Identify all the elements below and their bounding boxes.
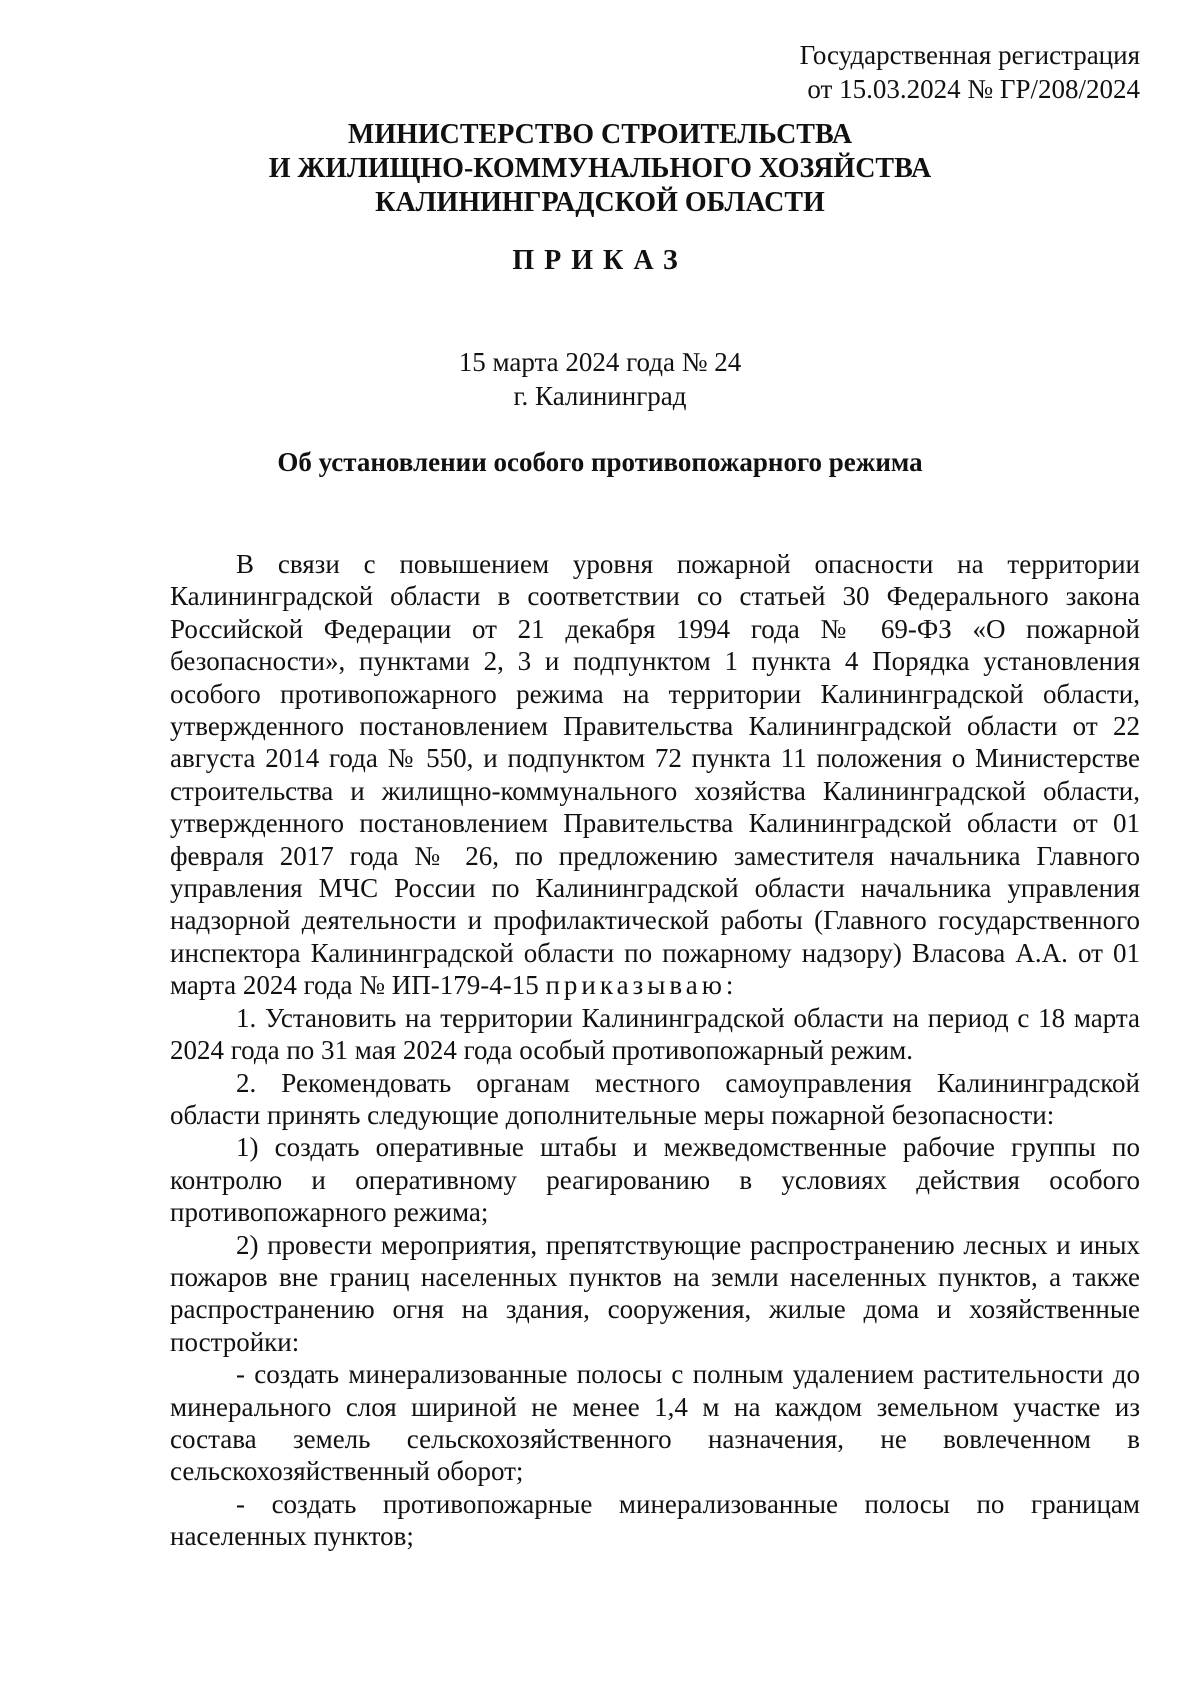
registration-stamp	[800, 38, 1140, 106]
registration-line-2: от 15.03.2024 № ГР/208/2024	[807, 74, 1140, 104]
registration-line-1: Государственная регистрация	[799, 40, 1140, 70]
preamble-text: В связи с повышением уровня пожарной опасности на территории Калининградской области в соответствии со статьей 30 Федерального закона Российской Федерации от 21 декабря 1994 года № 69-ФЗ «О пожарной безопасности», пунктами 2, 3 и подпунктом 1 пункта 4 Порядка установления особого противопожарного режима на территории Калининградской области, утвержденного постановлением Правительства Калининградской области от 22 августа 2014 года № 550, и подпунктом 72 пункта 11 положения о Министерстве строительства и жилищно-коммунального хозяйства Калининградской области, утвержденного постановлением Правительства Калининградской области от 01 февраля 2017 года № 26, по предложению заместителя начальника Главного управления МЧС России по Калининградской области начальника управления надзорной деятельности и профилактической работы (Главного государственного инспектора Калининградской области по пожарному надзору) Власова А.А. от 01 марта 2024 года № ИП-179-4-15	[170, 549, 1140, 1001]
order-verb: приказываю:	[545, 970, 738, 1001]
order-body	[170, 548, 1140, 1553]
order-item: 1. Установить на территории Калининградской области на период с 18 марта 2024 года по 31 мая 2024 года особый противопожарный режим.	[170, 1002, 1140, 1066]
document-type: ПРИКАЗ	[512, 245, 688, 276]
order-subitem: 1) создать оперативные штабы и межведомственные рабочие группы по контролю и оперативному реагированию в условиях действия особого противопожарного режима;	[170, 1132, 1140, 1228]
order-dash-item: - создать противопожарные минерализованные полосы по границам населенных пунктов;	[170, 1488, 1140, 1552]
ministry-name	[0, 118, 1200, 220]
ministry-line-1: МИНИСТЕРСТВО СТРОИТЕЛЬСТВА	[347, 119, 853, 150]
order-city: г. Калининград	[513, 381, 687, 411]
order-dash-item: - создать минерализованные полосы с полным удалением растительности до минерального слоя шириной не менее 1,4 м на каждом земельном участке из состава земель сельскохозяйственного назначения, не вовлеченном в сельскохозяйственный оборот;	[170, 1359, 1140, 1487]
ministry-line-3: КАЛИНИНГРАДСКОЙ ОБЛАСТИ	[375, 187, 825, 218]
date-place-block	[0, 345, 1200, 413]
order-subject: Об установлении особого противопожарного режима	[277, 447, 923, 477]
order-date-number: 15 марта 2024 года № 24	[458, 347, 742, 377]
preamble-paragraph	[170, 548, 1140, 1002]
order-item: 2. Рекомендовать органам местного самоуправления Калининградской области принять следующие дополнительные меры пожарной безопасности:	[170, 1067, 1140, 1130]
ministry-line-2: И ЖИЛИЩНО-КОММУНАЛЬНОГО ХОЗЯЙСТВА	[268, 153, 932, 184]
order-subitem: 2) провести мероприятия, препятствующие распространению лесных и иных пожаров вне границ населенных пунктов на земли населенных пунктов, а также распространению огня на здания, сооружения, жилые дома и хозяйственные постройки:	[170, 1229, 1140, 1357]
